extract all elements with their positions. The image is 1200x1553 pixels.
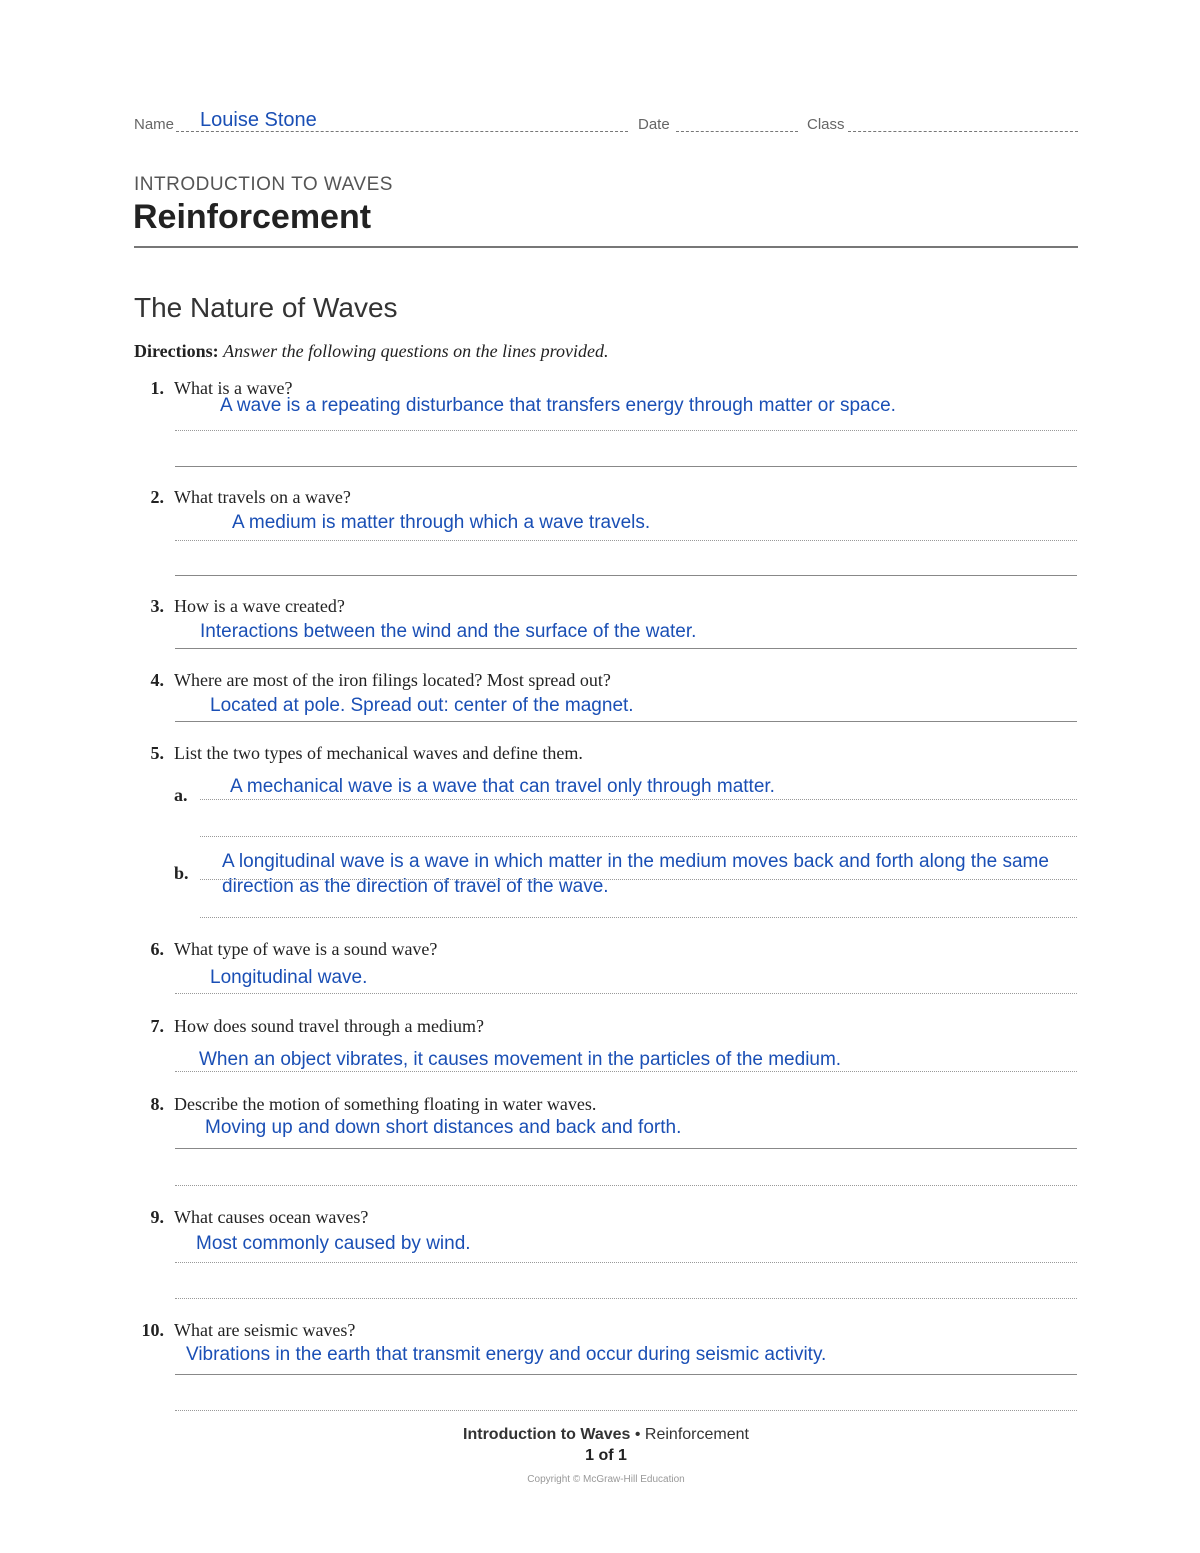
page-title: Reinforcement xyxy=(133,198,372,236)
answer-line xyxy=(175,1262,1077,1263)
question-1: 1. What is a wave? xyxy=(150,378,293,398)
answer-line xyxy=(175,993,1077,994)
answer-line xyxy=(175,1298,1077,1299)
answer-2[interactable]: A medium is matter through which a wave travels. xyxy=(232,512,651,533)
answer-10[interactable]: Vibrations in the earth that transmit energy and occur during seismic activity. xyxy=(186,1344,827,1365)
name-field[interactable]: Louise Stone xyxy=(200,109,317,131)
answer-4[interactable]: Located at pole. Spread out: center of the magnet. xyxy=(210,695,634,716)
answer-8[interactable]: Moving up and down short distances and back and forth. xyxy=(205,1117,682,1138)
page-number: 1 of 1 xyxy=(585,1447,627,1464)
answer-line xyxy=(175,430,1077,431)
question-5: 5. List the two types of mechanical waves and define them. xyxy=(150,743,583,763)
answer-5b-line2[interactable]: direction as the direction of travel of the wave. xyxy=(222,876,609,897)
answer-line xyxy=(200,836,1077,837)
answer-line xyxy=(200,917,1077,918)
directions-text: Answer the following questions on the lines provided. xyxy=(223,341,609,361)
answer-line xyxy=(175,1374,1077,1375)
answer-line xyxy=(200,879,1077,880)
name-label: Name xyxy=(134,116,175,133)
question-10: 10. What are seismic waves? xyxy=(141,1320,356,1340)
class-label: Class xyxy=(807,116,845,133)
answer-6[interactable]: Longitudinal wave. xyxy=(210,967,368,988)
answer-line xyxy=(175,575,1077,576)
unit-title: INTRODUCTION TO WAVES xyxy=(134,174,393,195)
class-field[interactable] xyxy=(848,131,1078,132)
answer-line xyxy=(175,721,1077,722)
question-8: 8. Describe the motion of something floating in water waves. xyxy=(150,1094,597,1114)
answer-line xyxy=(175,648,1077,649)
sub-label-a: a. xyxy=(174,785,188,805)
answer-line xyxy=(175,1071,1077,1072)
answer-line xyxy=(175,540,1077,541)
question-4: 4. Where are most of the iron filings located? Most spread out? xyxy=(150,670,611,690)
answer-5a[interactable]: A mechanical wave is a wave that can travel only through matter. xyxy=(230,776,775,797)
question-9: 9. What causes ocean waves? xyxy=(150,1207,369,1227)
answer-line xyxy=(175,1410,1077,1411)
footer-title: Introduction to Waves • Reinforcement xyxy=(463,1426,749,1443)
answer-line xyxy=(200,799,1077,800)
answer-3[interactable]: Interactions between the wind and the surface of the water. xyxy=(200,621,697,642)
answer-5b-line1[interactable]: A longitudinal wave is a wave in which matter in the medium moves back and forth along the same xyxy=(222,851,1049,872)
date-label: Date xyxy=(638,116,670,133)
directions xyxy=(134,341,608,362)
answer-9[interactable]: Most commonly caused by wind. xyxy=(196,1233,471,1254)
sub-label-b: b. xyxy=(174,863,189,883)
answer-7[interactable]: When an object vibrates, it causes movement in the particles of the medium. xyxy=(199,1049,842,1070)
question-7: 7. How does sound travel through a medium? xyxy=(150,1016,484,1036)
question-2: 2. What travels on a wave? xyxy=(150,487,351,507)
answer-1[interactable]: A wave is a repeating disturbance that transfers energy through matter or space. xyxy=(220,395,896,416)
directions-label: Directions: xyxy=(134,341,219,361)
section-title: The Nature of Waves xyxy=(134,292,398,323)
date-field[interactable] xyxy=(676,131,798,132)
title-divider xyxy=(134,246,1078,248)
answer-line xyxy=(175,466,1077,467)
question-6: 6. What type of wave is a sound wave? xyxy=(150,939,438,959)
answer-line xyxy=(175,1148,1077,1149)
answer-line xyxy=(175,1185,1077,1186)
question-3: 3. How is a wave created? xyxy=(150,596,345,616)
copyright: Copyright © McGraw-Hill Education xyxy=(527,1474,685,1485)
